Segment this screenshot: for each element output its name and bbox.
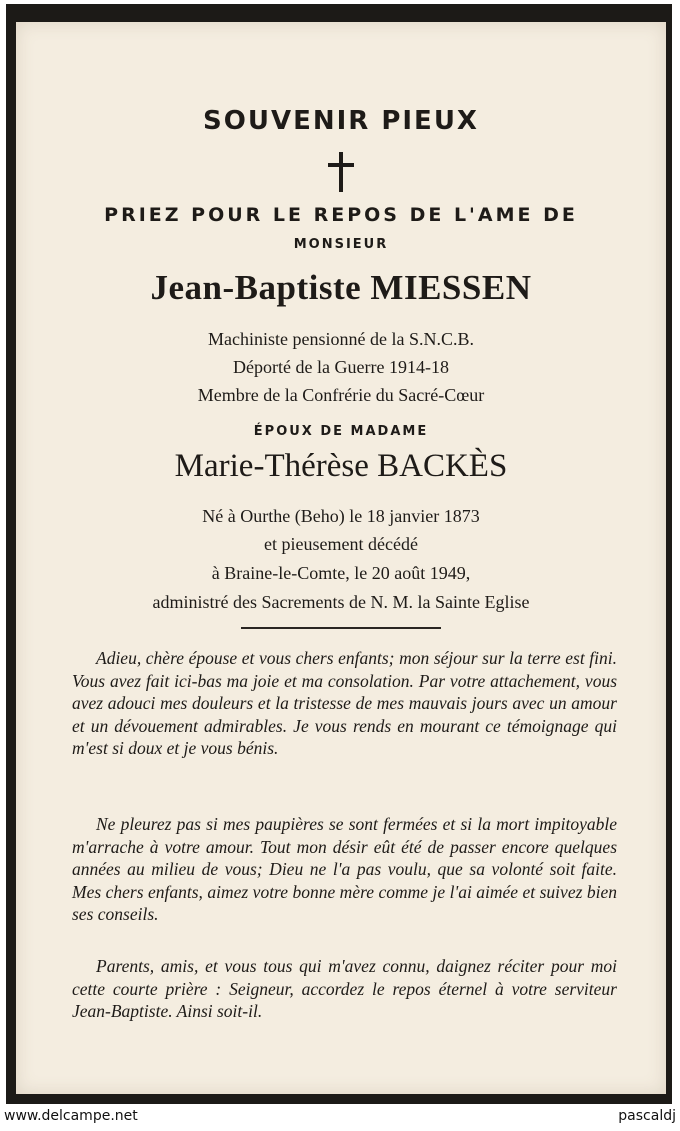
bio-line: Né à Ourthe (Beho) le 18 janvier 1873 [202, 506, 480, 526]
spouse-name: Marie-Thérèse BACKÈS [174, 448, 508, 484]
description-line: Membre de la Confrérie du Sacré-Cœur [197, 385, 485, 405]
watermark-site: www.delcampe.net [4, 1108, 138, 1124]
spouse-label: ÉPOUX DE MADAME [253, 424, 429, 439]
honorific: MONSIEUR [293, 237, 389, 252]
bio-line: administré des Sacrements de N. M. la Sainte Eglise [152, 592, 530, 612]
memorial-card [16, 22, 666, 1094]
prayer-paragraph: Parents, amis, et vous tous qui m'avez connu, daignez réciter pour moi cette courte prière : Seigneur, accordez le repos éternel à votre serviteur Jean-Baptiste. Ainsi soit-il. [72, 956, 617, 1022]
farewell-paragraph: Ne pleurez pas si mes paupières se sont fermées et si la mort impitoyable m'arrache à votre amour. Tout mon désir eût été de passer encore quelques années au milieu de vous; Dieu ne l'a pas voulu, que sa volonté soit faite. Mes chers enfants, aimez votre bonne mère comme je l'ai aimée et suivez bien ses conseils. [72, 814, 617, 925]
cross-icon [326, 152, 356, 192]
description-line: Déporté de la Guerre 1914-18 [233, 357, 449, 377]
prayer-line: PRIEZ POUR LE REPOS DE L'AME DE [104, 204, 578, 226]
bio-line: à Braine-le-Comte, le 20 août 1949, [211, 563, 471, 583]
watermark-seller: pascaldj [618, 1108, 676, 1124]
divider [241, 627, 441, 629]
description-line: Machiniste pensionné de la S.N.C.B. [208, 329, 474, 349]
bio-line: et pieusement décédé [264, 534, 418, 554]
card-border [6, 4, 672, 1104]
card-heading: SOUVENIR PIEUX [203, 106, 479, 136]
farewell-paragraph: Adieu, chère épouse et vous chers enfants; mon séjour sur la terre est fini. Vous avez fait ici-bas ma joie et ma consolation. Par votre attachement, vous avez adouci mes douleurs et la tristesse de mes mauvais jours avec un amour et un dévouement admirables. Je vous rends en mourant ce témoignage qui m'est si doux et je vous bénis. [72, 648, 617, 759]
deceased-name: Jean-Baptiste MIESSEN [150, 268, 532, 307]
